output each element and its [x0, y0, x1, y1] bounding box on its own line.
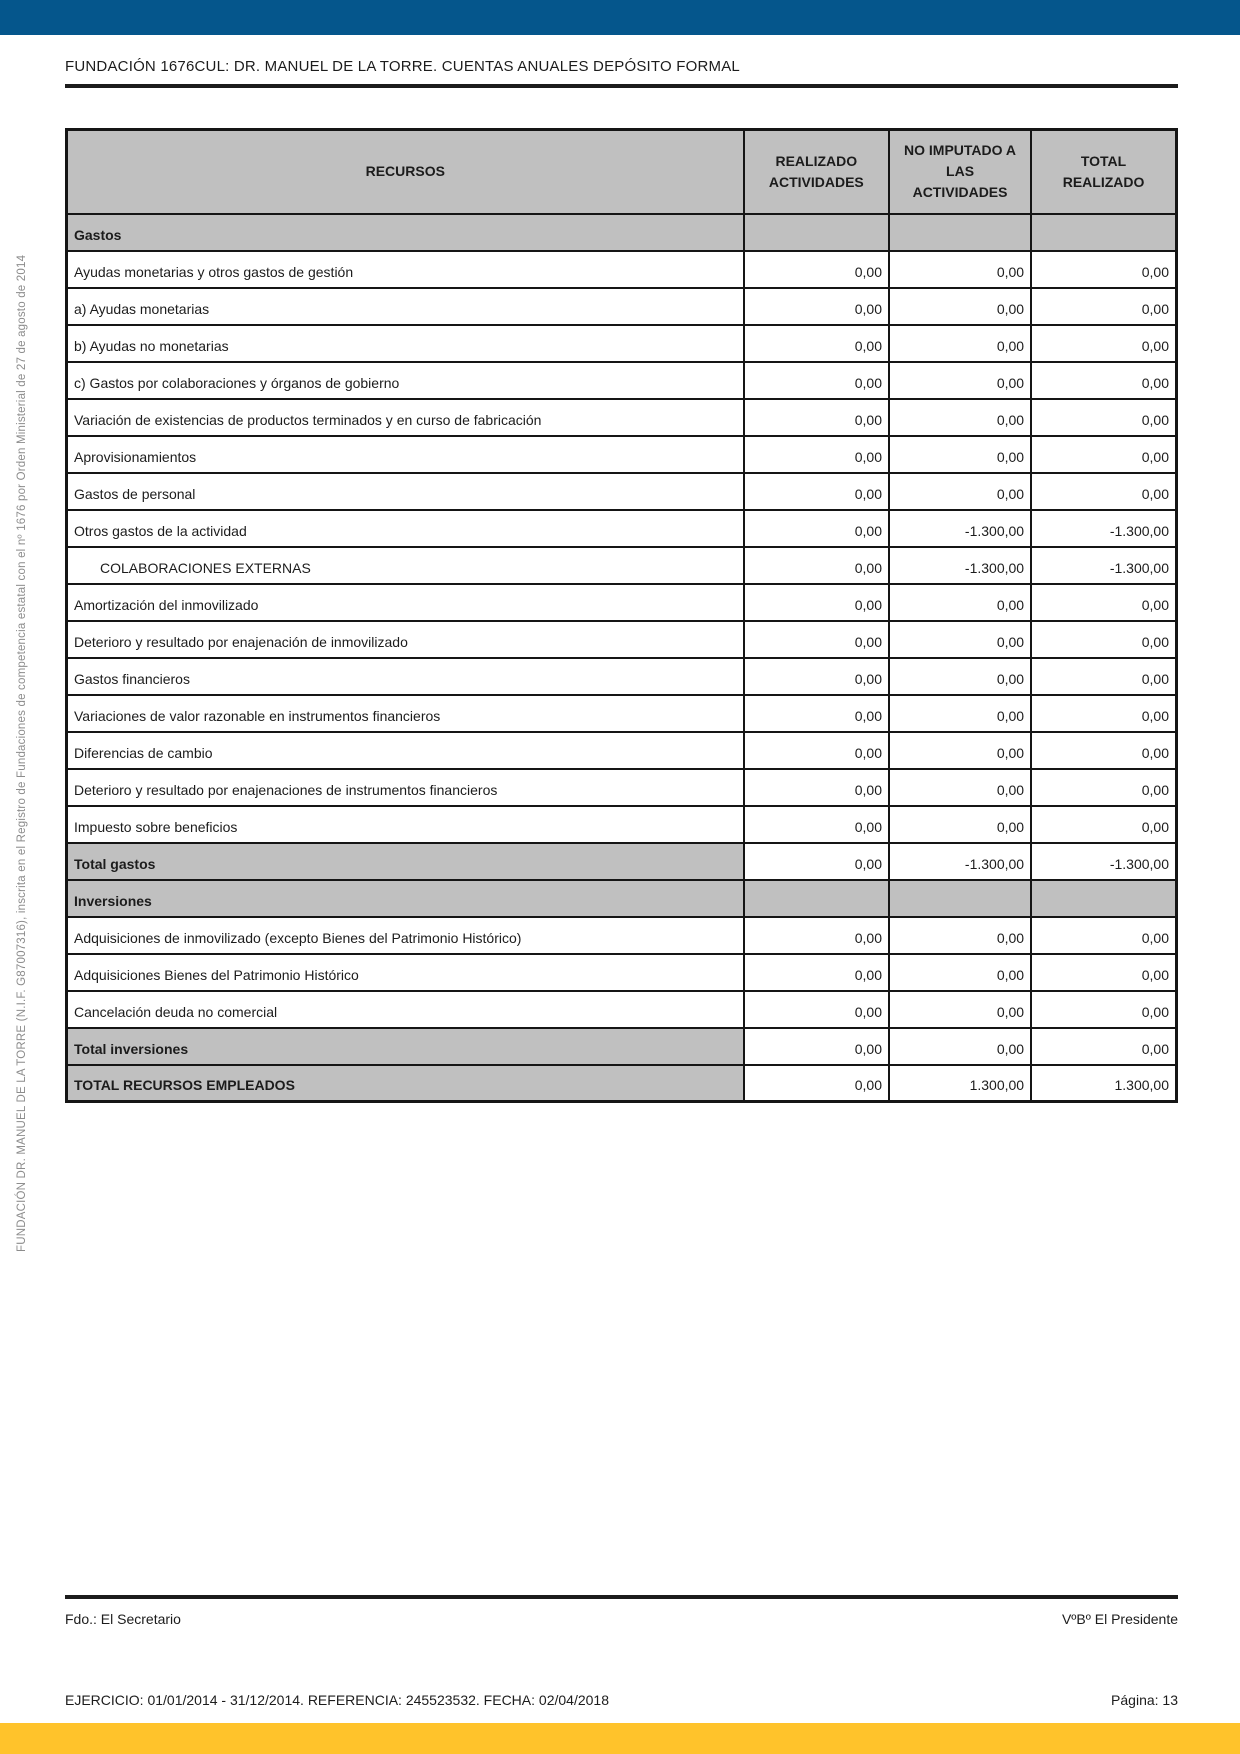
top-bar: [0, 0, 1240, 35]
row-value: -1.300,00: [889, 547, 1031, 584]
row-value: 0,00: [1031, 621, 1176, 658]
row-value: [889, 214, 1031, 251]
row-value: 0,00: [889, 695, 1031, 732]
row-label: Gastos: [67, 214, 744, 251]
row-value: [744, 880, 889, 917]
row-label: Variación de existencias de productos terminados y en curso de fabricación: [67, 399, 744, 436]
row-value: 0,00: [1031, 658, 1176, 695]
row-label: Gastos de personal: [67, 473, 744, 510]
table-body: [67, 214, 1177, 1102]
row-value: 1.300,00: [889, 1065, 1031, 1102]
row-value: 0,00: [744, 510, 889, 547]
row-label: TOTAL RECURSOS EMPLEADOS: [67, 1065, 744, 1102]
row-value: 0,00: [1031, 325, 1176, 362]
margin-registration-text: FUNDACIÓN DR. MANUEL DE LA TORRE (N.I.F. G87007316), inscrita en el Registro de Fundaciones de competencia estatal con el nº 1676 por Orden Ministerial de 27 de agosto de 2014: [16, 254, 28, 1252]
row-value: 0,00: [744, 695, 889, 732]
page-title: FUNDACIÓN 1676CUL: DR. MANUEL DE LA TORRE. CUENTAS ANUALES DEPÓSITO FORMAL: [65, 58, 1178, 88]
row-value: 0,00: [744, 584, 889, 621]
column-header: NO IMPUTADO A LAS ACTIVIDADES: [889, 130, 1031, 214]
row-value: [744, 214, 889, 251]
exercise-reference-date: EJERCICIO: 01/01/2014 - 31/12/2014. REFERENCIA: 245523532. FECHA: 02/04/2018: [65, 1692, 609, 1708]
column-header: TOTAL REALIZADO: [1031, 130, 1176, 214]
row-label: Cancelación deuda no comercial: [67, 991, 744, 1028]
column-header: RECURSOS: [67, 130, 744, 214]
row-value: 0,00: [1031, 991, 1176, 1028]
table-row: [67, 251, 1177, 288]
row-value: 0,00: [889, 1028, 1031, 1065]
row-value: 0,00: [744, 436, 889, 473]
row-value: 0,00: [744, 325, 889, 362]
row-value: 0,00: [889, 399, 1031, 436]
table-row: [67, 806, 1177, 843]
row-value: [1031, 214, 1176, 251]
table-row: [67, 658, 1177, 695]
row-value: 0,00: [1031, 251, 1176, 288]
table-row: [67, 1028, 1177, 1065]
row-value: 0,00: [889, 732, 1031, 769]
row-value: 0,00: [744, 658, 889, 695]
row-label: c) Gastos por colaboraciones y órganos de gobierno: [67, 362, 744, 399]
row-value: 0,00: [1031, 288, 1176, 325]
row-value: 0,00: [744, 769, 889, 806]
row-value: 0,00: [744, 547, 889, 584]
row-value: 0,00: [744, 251, 889, 288]
table-row: [67, 917, 1177, 954]
row-value: 0,00: [744, 1065, 889, 1102]
row-label: Diferencias de cambio: [67, 732, 744, 769]
row-value: 0,00: [744, 362, 889, 399]
table-row: [67, 436, 1177, 473]
row-value: 0,00: [889, 436, 1031, 473]
row-value: 0,00: [1031, 695, 1176, 732]
row-value: 0,00: [1031, 436, 1176, 473]
row-value: -1.300,00: [889, 843, 1031, 880]
row-label: Deterioro y resultado por enajenación de inmovilizado: [67, 621, 744, 658]
row-value: -1.300,00: [1031, 547, 1176, 584]
row-label: Deterioro y resultado por enajenaciones de instrumentos financieros: [67, 769, 744, 806]
table-row: [67, 621, 1177, 658]
table-row: [67, 843, 1177, 880]
row-value: -1.300,00: [889, 510, 1031, 547]
table-row: [67, 584, 1177, 621]
resources-table: [65, 128, 1178, 1103]
row-value: 0,00: [889, 917, 1031, 954]
signature-president: VºBº El Presidente: [1061, 1611, 1178, 1627]
row-value: 0,00: [744, 991, 889, 1028]
table-row: [67, 510, 1177, 547]
table-row: [67, 288, 1177, 325]
table-row: [67, 695, 1177, 732]
row-label: Aprovisionamientos: [67, 436, 744, 473]
row-value: 0,00: [889, 806, 1031, 843]
bottom-bar: [0, 1723, 1240, 1754]
row-value: 0,00: [1031, 362, 1176, 399]
table-row: [67, 473, 1177, 510]
row-value: 0,00: [1031, 917, 1176, 954]
table-header-row: [67, 130, 1177, 214]
table-row: [67, 362, 1177, 399]
row-value: 0,00: [744, 806, 889, 843]
footer-info: [65, 1692, 1178, 1708]
table-row: [67, 214, 1177, 251]
row-label: Adquisiciones de inmovilizado (excepto Bienes del Patrimonio Histórico): [67, 917, 744, 954]
row-value: 0,00: [889, 658, 1031, 695]
row-value: 0,00: [744, 288, 889, 325]
table-row: [67, 880, 1177, 917]
row-label: b) Ayudas no monetarias: [67, 325, 744, 362]
row-value: 0,00: [744, 954, 889, 991]
row-label: COLABORACIONES EXTERNAS: [67, 547, 744, 584]
row-label: Inversiones: [67, 880, 744, 917]
row-value: 0,00: [1031, 732, 1176, 769]
row-value: 0,00: [1031, 806, 1176, 843]
table-row: [67, 991, 1177, 1028]
table-row: [67, 547, 1177, 584]
row-value: 0,00: [889, 991, 1031, 1028]
table-row: [67, 1065, 1177, 1102]
row-value: 0,00: [1031, 1028, 1176, 1065]
row-value: 0,00: [889, 621, 1031, 658]
table-row: [67, 399, 1177, 436]
resources-table-container: [65, 128, 1178, 1103]
row-label: Impuesto sobre beneficios: [67, 806, 744, 843]
row-value: 0,00: [1031, 399, 1176, 436]
row-label: Otros gastos de la actividad: [67, 510, 744, 547]
row-value: 0,00: [889, 584, 1031, 621]
table-row: [67, 732, 1177, 769]
row-label: Amortización del inmovilizado: [67, 584, 744, 621]
signature-secretary: Fdo.: El Secretario: [65, 1611, 181, 1627]
row-value: 0,00: [889, 288, 1031, 325]
row-value: 0,00: [1031, 954, 1176, 991]
row-value: 0,00: [1031, 769, 1176, 806]
row-value: 0,00: [744, 473, 889, 510]
row-label: Total gastos: [67, 843, 744, 880]
row-value: 0,00: [744, 1028, 889, 1065]
signature-block: [65, 1595, 1178, 1627]
row-value: -1.300,00: [1031, 843, 1176, 880]
row-label: Gastos financieros: [67, 658, 744, 695]
row-value: 0,00: [744, 843, 889, 880]
row-value: 0,00: [1031, 473, 1176, 510]
row-value: 0,00: [889, 769, 1031, 806]
table-row: [67, 954, 1177, 991]
row-value: 0,00: [1031, 584, 1176, 621]
row-value: -1.300,00: [1031, 510, 1176, 547]
row-value: 0,00: [744, 621, 889, 658]
row-value: 1.300,00: [1031, 1065, 1176, 1102]
row-value: [889, 880, 1031, 917]
row-value: 0,00: [889, 362, 1031, 399]
row-value: 0,00: [889, 325, 1031, 362]
row-value: 0,00: [744, 732, 889, 769]
row-value: [1031, 880, 1176, 917]
table-row: [67, 325, 1177, 362]
row-value: 0,00: [744, 917, 889, 954]
row-value: 0,00: [889, 473, 1031, 510]
page-number: Página: 13: [1111, 1692, 1178, 1708]
table-row: [67, 769, 1177, 806]
row-label: a) Ayudas monetarias: [67, 288, 744, 325]
row-label: Total inversiones: [67, 1028, 744, 1065]
row-value: 0,00: [744, 399, 889, 436]
row-label: Variaciones de valor razonable en instrumentos financieros: [67, 695, 744, 732]
row-label: Adquisiciones Bienes del Patrimonio Histórico: [67, 954, 744, 991]
column-header: REALIZADO ACTIVIDADES: [744, 130, 889, 214]
row-value: 0,00: [889, 954, 1031, 991]
row-label: Ayudas monetarias y otros gastos de gestión: [67, 251, 744, 288]
row-value: 0,00: [889, 251, 1031, 288]
